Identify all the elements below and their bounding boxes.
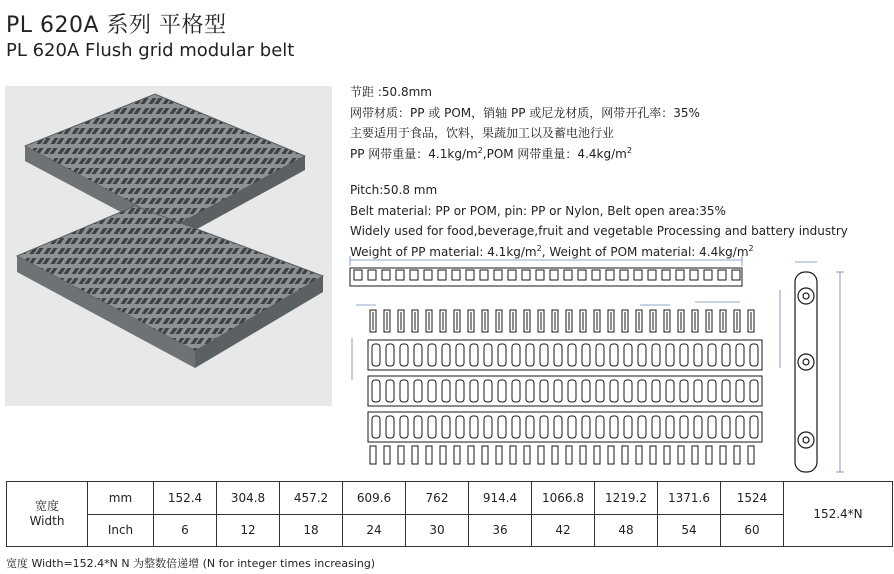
cell-mm: 152.4	[154, 482, 217, 515]
cell-mm: 609.6	[343, 482, 406, 515]
unit-inch: Inch	[88, 514, 154, 547]
cell-mm: 457.2	[280, 482, 343, 515]
spec-en-usage: Widely used for food,beverage,fruit and vegetable Processing and battery industry	[350, 224, 848, 238]
cell-inch: 48	[595, 514, 658, 547]
cell-inch: 6	[154, 514, 217, 547]
spec-cn-weight: PP 网带重量：$4.1kg/m^2,POM$ 网带重量：$4.4kg/m^2$	[350, 145, 632, 161]
cell-mm: 1524	[721, 482, 784, 515]
cell-inch: 60	[721, 514, 784, 547]
table-row	[7, 482, 893, 515]
unit-mm: mm	[88, 482, 154, 515]
cell-inch: 18	[280, 514, 343, 547]
spec-en-pitch: Pitch:50.8 mm	[350, 183, 438, 197]
belt-plan-view	[368, 310, 762, 464]
width-header: 宽度 Width	[7, 482, 88, 547]
spec-en-weight: Weight of PP material: $4.1kg/m^2$, Weight of POM material: $4.4kg/m^2$	[350, 243, 754, 259]
page-title-en: PL 620A Flush grid modular belt	[6, 40, 295, 61]
cell-mm: 914.4	[469, 482, 532, 515]
table-row	[7, 514, 893, 547]
cell-mm: 1219.2	[595, 482, 658, 515]
cell-inch: 24	[343, 514, 406, 547]
cell-mm: 762	[406, 482, 469, 515]
belt-side-view	[795, 272, 817, 472]
spec-cn-material: 网带材质：PP 或 POM，销轴 PP 或尼龙材质，网带开孔率：35%	[350, 105, 700, 120]
cell-inch: 36	[469, 514, 532, 547]
dimension-lines	[350, 256, 844, 472]
cell-mm: 1371.6	[658, 482, 721, 515]
belt-top-view	[350, 268, 742, 286]
spec-block-cn	[350, 82, 700, 164]
cell-mm: 1066.8	[532, 482, 595, 515]
spec-cn-usage: 主要适用于食品，饮料，果蔬加工以及蓄电池行业	[350, 126, 615, 140]
cell-inch: 30	[406, 514, 469, 547]
cell-mm: 304.8	[217, 482, 280, 515]
page-title-cn: PL 620A 系列 平格型	[6, 13, 227, 38]
belt-product-photo	[5, 86, 332, 406]
width-formula: 152.4*N	[784, 482, 893, 547]
width-table	[6, 481, 893, 547]
cell-inch: 54	[658, 514, 721, 547]
technical-drawing	[340, 250, 886, 476]
spec-cn-pitch: 节距 :50.8mm	[350, 85, 432, 99]
spec-en-material: Belt material: PP or POM, pin: PP or Nylon, Belt open area:35%	[350, 203, 726, 218]
width-footnote: 宽度 Width=152.4*N N 为整数倍递增 (N for integer times increasing)	[6, 557, 376, 570]
cell-inch: 12	[217, 514, 280, 547]
cell-inch: 42	[532, 514, 595, 547]
